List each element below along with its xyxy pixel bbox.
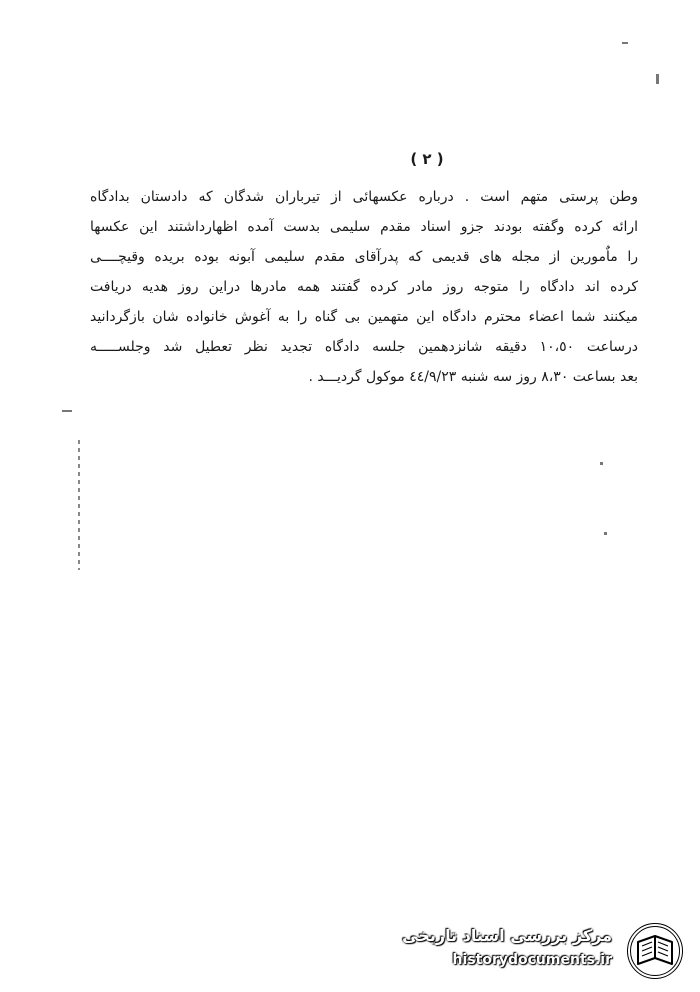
scan-mark: [656, 74, 659, 84]
scan-mark: [62, 410, 72, 412]
scan-mark: [600, 462, 603, 465]
text-line: وطن پرستی متهم است . درباره عکسهائی از تیرباران شدگان که دادستان بدادگاه: [90, 189, 638, 205]
scan-mark: [622, 42, 628, 44]
page-number: ( ٢ ): [410, 150, 444, 168]
book-logo-icon: [626, 922, 684, 980]
text-line: میکنند شما اعضاء محترم دادگاه این متهمین بی گناه را به آغوش خانواده شان بازگردانید: [90, 309, 638, 325]
text-line: کرده اند دادگاه را متوجه روز مادر کرده گفتند همه مادرها دراین روز هدیه دریافت: [90, 279, 638, 295]
watermark: [402, 918, 690, 984]
watermark-url: historydocuments.ir: [452, 952, 612, 968]
text-line: درساعت ١٠،٥٠ دقیقه شانزدهمین جلسه دادگاه تجدید نظر تعطیل شد وجلســـــه: [90, 339, 638, 355]
document-body: [90, 182, 638, 392]
text-line: بعد بساعت ٨،٣٠ روز سه شنبه ٤٤/٩/٢٣ موکول گردیـــد .: [308, 369, 638, 385]
scan-mark: [604, 532, 607, 535]
scan-margin-dots: [78, 440, 80, 570]
text-line: ارائه کرده وگفته بودند جزو اسناد مقدم سلیمی بدست آمده اظهارداشتند این عکسها: [90, 219, 638, 235]
text-line: را ماٌمورین از مجله های قدیمی که پدرآقای مقدم سلیمی آبونه بوده بریده وقیچــــی: [90, 249, 638, 265]
watermark-name: مرکز بررسی اسناد تاریخی: [402, 926, 612, 945]
